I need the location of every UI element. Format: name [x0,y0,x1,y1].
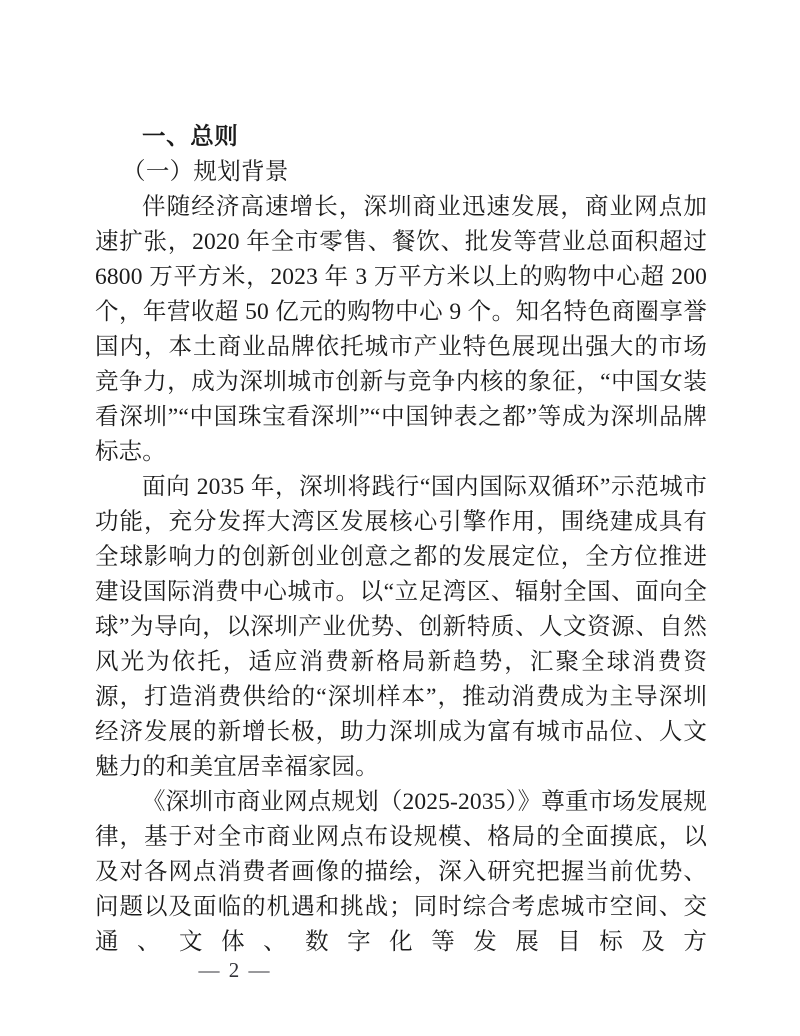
page-content-body [95,120,714,960]
section-heading: 一、总则 [142,124,239,150]
body-paragraph: 面向 2035 年，深圳将践行“国内国际双循环”示范城市功能，充分发挥大湾区发展核心引擎作用，围绕建成具有全球影响力的创新创业创意之都的发展定位，全方位推进建设国际消费中心城市。以“立足湾区、辐射全国、面向全球”为导向，以深圳产业优势、创新特质、人文资源、自然风光为依托，适应消费新格局新趋势，汇聚全球消费资源，打造消费供给的“深圳样本”，推动消费成为主导深圳经济发展的新增长极，助力深圳成为富有城市品位、人文魅力的和美宜居幸福家园。 [95,474,707,780]
sub-section-heading: （一）规划背景 [122,159,289,185]
page-number-footer: — 2 — [198,958,272,982]
body-paragraph: 《深圳市商业网点规划（2025-2035）》尊重市场发展规律，基于对全市商业网点布设规模、格局的全面摸底，以及对各网点消费者画像的描绘，深入研究把握当前优势、问题以及面临的机遇和挑战；同时综合考虑城市空间、交通、文体、数字化等发展目标及方 [95,789,707,955]
body-paragraph: 伴随经济高速增长，深圳商业迅速发展，商业网点加速扩张，2020 年全市零售、餐饮、批发等营业总面积超过 6800 万平方米，2023 年 3 万平方米以上的购物中心超 200 个，年营收超 50 亿元的购物中心 9 个。知名特色商圈享誉国内，本土商业品牌依托城市产业特色展现出强大的市场竞争力，成为深圳城市创新与竞争内核的象征，“中国女装看深圳”“中国珠宝看深圳”“中国钟表之都”等成为深圳品牌标志。 [95,194,714,465]
